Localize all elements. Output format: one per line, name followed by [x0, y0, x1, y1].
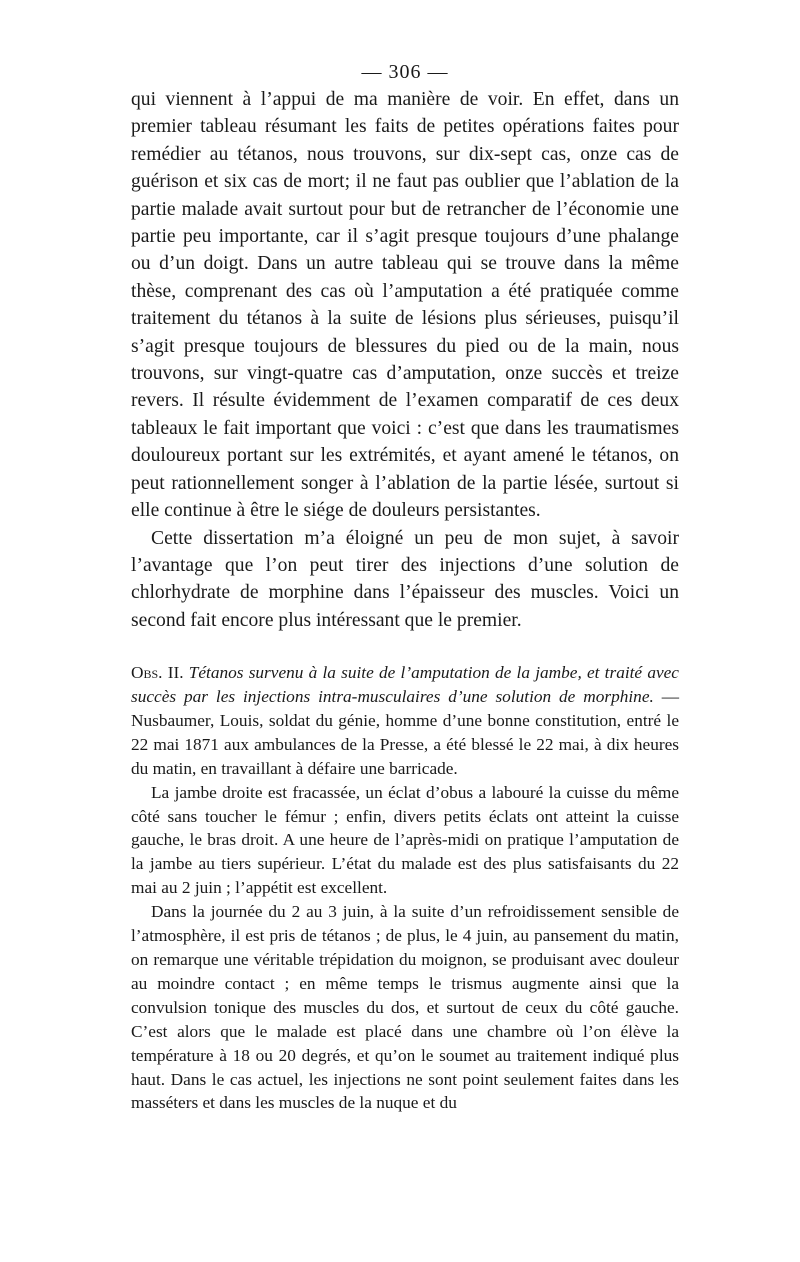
page-number: — 306 — [361, 61, 449, 83]
observation-section [131, 661, 679, 1115]
body-paragraph: qui viennent à l’appui de ma manière de voir. En effet, dans un premier tableau résumant les faits de petites opérations faites pour remédier au tétanos, nous trouvons, sur dix-sept cas, onze cas de guérison et six cas de mort; il ne faut pas oublier que l’ablation de la partie malade avait surtout pour but de retrancher de l’économie une partie peu importante, car il s’agit presque toujours d’une phalange ou d’un doigt. Dans un autre tableau qui se trouve dans la même thèse, comprenant des cas où l’amputation a été pratiquée comme traitement du tétanos à la suite de lésions plus sérieuses, puisqu’il s’agit presque toujours de blessures du pied ou de la main, nous trouvons, sur vingt-quatre cas d’amputation, onze succès et treize revers. Il résulte évidemment de l’examen comparatif de ces deux tableaux le fait important que voici : c’est que dans les traumatismes douloureux portant sur les extrémités, et ayant amené le tétanos, on peut rationnellement songer à l’ablation de la partie lésée, surtout si elle continue à être le siége de douleurs persistantes. [131, 89, 679, 522]
observation-intro-text: — Nusbaumer, Louis, soldat du génie, homme d’une bonne constitution, entré le 22 mai 1871 aux ambulances de la Presse, a été blessé le 22 mai, à dix heures du matin, en travaillant à défaire une barricade. [131, 687, 679, 778]
observation-paragraph: Dans la journée du 2 au 3 juin, à la suite d’un refroidissement sensible de l’atmosphère, il est pris de tétanos ; de plus, le 4 juin, au pansement du matin, on remarque une véritable trépidation du moignon, se produisant avec douleur au moindre contact ; en même temps le trismus augmente ainsi que la convulsion tonique des muscles du dos, et surtout de ceux du côté gauche. C’est alors que le malade est placé dans une chambre où l’on élève la température à 18 ou 20 degrés, et qu’on le soumet au traitement indiqué plus haut. Dans le cas actuel, les injections ne sont point seulement faites dans les masséters et dans les muscles de la nuque et du [131, 902, 679, 1113]
observation-heading-paragraph [131, 661, 679, 781]
observation-paragraph: La jambe droite est fracassée, un éclat d’obus a labouré la cuisse du même côté sans toucher le fémur ; enfin, divers petits éclats ont atteint la cuisse gauche, le bras droit. A une heure de l’après-midi on pratique l’amputation de la jambe au tiers supérieur. L’état du malade est des plus satisfaisants du 22 mai au 2 juin ; l’appétit est excellent. [131, 782, 679, 898]
observation-label: Obs. II. [131, 663, 184, 683]
document-page [131, 60, 679, 1115]
body-paragraph: Cette dissertation m’a éloigné un peu de mon sujet, à savoir l’avantage que l’on peut tirer des injections d’une solution de chlorhydrate de morphine dans l’épaisseur des muscles. Voici un second fait encore plus intéressant que le premier. [131, 527, 679, 631]
observation-title: Tétanos survenu à la suite de l’amputation de la jambe, et traité avec succès par les injections intra-musculaires d’une solution de morphine. [131, 663, 679, 707]
